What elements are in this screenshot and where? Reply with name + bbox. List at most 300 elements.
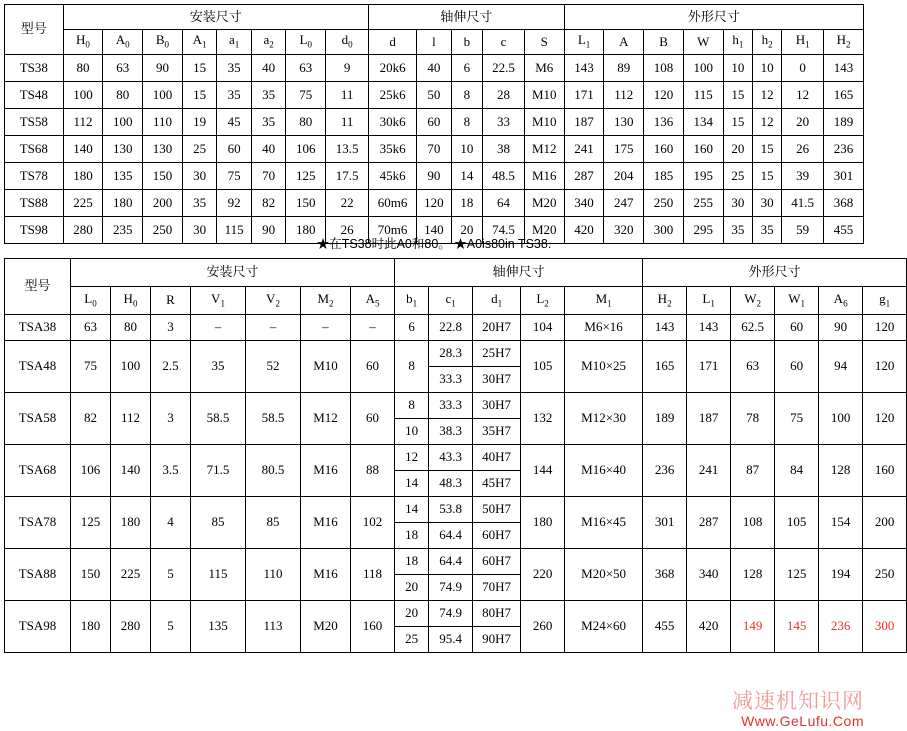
model-cell: TS48	[5, 82, 64, 109]
data-cell: 71.5	[191, 445, 246, 497]
data-cell: 175	[604, 136, 644, 163]
data-cell: 160	[351, 601, 395, 653]
data-cell: 90	[251, 217, 286, 244]
data-cell: 180	[63, 163, 103, 190]
data-cell: 200	[863, 497, 907, 549]
data-cell: 140	[111, 445, 151, 497]
data-cell: 62.5	[731, 315, 775, 341]
data-cell-d1: 90H7	[473, 627, 521, 653]
data-cell-c1: 74.9	[429, 601, 473, 627]
header-col-c: c	[483, 30, 525, 55]
data-cell: 22	[326, 190, 369, 217]
data-cell: 194	[819, 549, 863, 601]
data-cell: 20	[723, 136, 752, 163]
model-cell: TS68	[5, 136, 64, 163]
header-col-H1: $H_1$	[782, 30, 824, 55]
data-cell: 12	[752, 109, 781, 136]
data-cell: 63	[731, 341, 775, 393]
data-cell-c1: 53.8	[429, 497, 473, 523]
data-cell: 48.5	[483, 163, 525, 190]
table-row	[5, 82, 864, 109]
data-cell: 80	[286, 109, 326, 136]
data-cell: 22.5	[483, 55, 525, 82]
data-cell: 160	[644, 136, 684, 163]
data-cell-b1: 10	[395, 419, 429, 445]
data-cell: 241	[564, 136, 604, 163]
header-col-b1: $b_1$	[395, 287, 429, 315]
data-cell-d1: 30H7	[473, 367, 521, 393]
header-col-R: R	[151, 287, 191, 315]
data-cell: 100	[63, 82, 103, 109]
data-cell: 171	[687, 341, 731, 393]
data-cell: 150	[286, 190, 326, 217]
watermark-line2: Www.GeLufu.Com	[741, 713, 864, 729]
data-cell: 63	[71, 315, 111, 341]
data-cell: 9	[326, 55, 369, 82]
data-cell: 19	[182, 109, 217, 136]
data-cell: M10	[301, 341, 351, 393]
data-cell: 189	[824, 109, 864, 136]
data-cell: 280	[63, 217, 103, 244]
header-col-H2: $H_2$	[824, 30, 864, 55]
data-cell: M10	[524, 109, 564, 136]
data-cell: 143	[824, 55, 864, 82]
data-cell-c1: 38.3	[429, 419, 473, 445]
header-col-g1: $g_1$	[863, 287, 907, 315]
data-cell: 41.5	[782, 190, 824, 217]
data-cell: 368	[824, 190, 864, 217]
header-col-a1: $a_1$	[217, 30, 252, 55]
data-cell: 128	[731, 549, 775, 601]
data-cell: 150	[143, 163, 183, 190]
data-cell: 112	[63, 109, 103, 136]
data-cell-c1: 74.9	[429, 575, 473, 601]
data-cell: 113	[246, 601, 301, 653]
header-col-A1: $A_1$	[182, 30, 217, 55]
data-cell: 180	[286, 217, 326, 244]
data-cell: 136	[644, 109, 684, 136]
data-cell-c1: 95.4	[429, 627, 473, 653]
data-cell: 15	[752, 136, 781, 163]
header-group-mounting: 安装尺寸	[63, 5, 368, 30]
data-cell: 106	[71, 445, 111, 497]
data-cell: M6	[524, 55, 564, 82]
data-cell: 225	[111, 549, 151, 601]
data-cell: 143	[564, 55, 604, 82]
data-cell: 300	[644, 217, 684, 244]
data-cell: 250	[644, 190, 684, 217]
header-col-b: b	[451, 30, 482, 55]
data-cell: 60	[217, 136, 252, 163]
data-cell: 3	[151, 315, 191, 341]
data-cell: 250	[143, 217, 183, 244]
data-cell: 52	[246, 341, 301, 393]
data-cell: –	[191, 315, 246, 341]
watermark-line1: 减速机知识网	[732, 689, 864, 713]
data-cell: 3	[151, 393, 191, 445]
data-cell: M20	[524, 217, 564, 244]
data-cell: 60	[351, 393, 395, 445]
data-cell: 185	[644, 163, 684, 190]
data-cell: 180	[71, 601, 111, 653]
header-col-M2: $M_2$	[301, 287, 351, 315]
data-cell: 88	[351, 445, 395, 497]
data-cell: 87	[731, 445, 775, 497]
data-cell: 35	[251, 109, 286, 136]
data-cell: 301	[824, 163, 864, 190]
data-cell-d1: 50H7	[473, 497, 521, 523]
model-cell: TSA48	[5, 341, 71, 393]
data-cell-c1: 43.3	[429, 445, 473, 471]
header-col-d1: $d_1$	[473, 287, 521, 315]
data-cell: 35	[723, 217, 752, 244]
data-cell: 40	[251, 55, 286, 82]
data-cell: 45	[217, 109, 252, 136]
data-cell: 78	[731, 393, 775, 445]
data-cell-c1: 64.4	[429, 549, 473, 575]
data-cell: 15	[182, 55, 217, 82]
data-cell: 189	[643, 393, 687, 445]
data-cell: M12	[524, 136, 564, 163]
data-cell: 455	[643, 601, 687, 653]
data-cell: 135	[103, 163, 143, 190]
data-cell: 63	[286, 55, 326, 82]
data-cell: 320	[604, 217, 644, 244]
data-cell: 250	[863, 549, 907, 601]
model-cell: TSA98	[5, 601, 71, 653]
watermark	[732, 685, 864, 729]
data-cell: 84	[775, 445, 819, 497]
data-cell: –	[351, 315, 395, 341]
data-cell: 287	[564, 163, 604, 190]
header-col-W1: $W_1$	[775, 287, 819, 315]
data-cell: 128	[819, 445, 863, 497]
data-cell: 15	[723, 82, 752, 109]
header-col-A6: $A_6$	[819, 287, 863, 315]
table-note: ★在TS38时此A0和80。 ★A0is80in TS38.	[316, 237, 552, 251]
data-cell: M16	[301, 549, 351, 601]
header-col-H0: $H_0$	[111, 287, 151, 315]
data-cell: 60	[351, 341, 395, 393]
table-row	[5, 163, 864, 190]
data-cell: 20k6	[369, 55, 417, 82]
data-cell: 20	[782, 109, 824, 136]
data-cell-L2: 220	[521, 549, 565, 601]
data-cell: 120	[863, 341, 907, 393]
data-cell-L2: 180	[521, 497, 565, 549]
table-subheader-row	[5, 30, 864, 55]
data-cell-M1: M6×16	[565, 315, 643, 341]
data-cell: 80	[103, 82, 143, 109]
data-cell: 236	[819, 601, 863, 653]
table-header-row	[5, 259, 907, 287]
model-cell: TS88	[5, 190, 64, 217]
data-cell: 106	[286, 136, 326, 163]
data-cell: 70m6	[369, 217, 417, 244]
data-cell: 92	[217, 190, 252, 217]
data-cell-b1: 8	[395, 393, 429, 419]
data-cell: 420	[687, 601, 731, 653]
model-cell: TS58	[5, 109, 64, 136]
header-col-h1: $h_1$	[723, 30, 752, 55]
header-col-V2: $V_2$	[246, 287, 301, 315]
data-cell: 26	[326, 217, 369, 244]
data-cell: 60m6	[369, 190, 417, 217]
data-cell: 80	[111, 315, 151, 341]
data-cell: 255	[683, 190, 723, 217]
data-cell: 20	[451, 217, 482, 244]
header-col-S: S	[524, 30, 564, 55]
data-cell: 108	[731, 497, 775, 549]
data-cell: 13.5	[326, 136, 369, 163]
data-cell: 100	[683, 55, 723, 82]
header-col-A0: $A_0$	[103, 30, 143, 55]
table-row	[5, 549, 907, 575]
data-cell: 39	[782, 163, 824, 190]
data-cell: 40	[417, 55, 452, 82]
data-cell: 12	[782, 82, 824, 109]
data-cell: 112	[604, 82, 644, 109]
data-cell: –	[246, 315, 301, 341]
data-cell: 102	[351, 497, 395, 549]
data-cell: 75	[775, 393, 819, 445]
data-cell: 118	[351, 549, 395, 601]
header-group-shaft: 轴伸尺寸	[369, 5, 565, 30]
data-cell: 30	[752, 190, 781, 217]
data-cell: 100	[819, 393, 863, 445]
data-cell-M1: M12×30	[565, 393, 643, 445]
data-cell: 125	[286, 163, 326, 190]
data-cell: 295	[683, 217, 723, 244]
data-cell: 8	[451, 109, 482, 136]
data-cell: 38	[483, 136, 525, 163]
data-cell-d1: 25H7	[473, 341, 521, 367]
data-cell: 150	[71, 549, 111, 601]
header-col-V1: $V_1$	[191, 287, 246, 315]
header-col-H0: $H_0$	[63, 30, 103, 55]
data-cell: 300	[863, 601, 907, 653]
data-cell: 204	[604, 163, 644, 190]
table-row	[5, 190, 864, 217]
data-cell: 17.5	[326, 163, 369, 190]
data-cell: 130	[143, 136, 183, 163]
data-cell: 0	[782, 55, 824, 82]
table-row	[5, 109, 864, 136]
data-cell: 108	[644, 55, 684, 82]
data-cell: 30	[182, 217, 217, 244]
data-cell: 420	[564, 217, 604, 244]
header-col-a2: $a_2$	[251, 30, 286, 55]
data-cell: 134	[683, 109, 723, 136]
data-cell: 115	[217, 217, 252, 244]
header-group-mounting: 安装尺寸	[71, 259, 395, 287]
header-group-outline: 外形尺寸	[564, 5, 863, 30]
header-col-l: l	[417, 30, 452, 55]
table-row	[5, 445, 907, 471]
data-cell: 180	[111, 497, 151, 549]
model-cell: TSA38	[5, 315, 71, 341]
header-col-d0: $d_0$	[326, 30, 369, 55]
data-cell: 50	[417, 82, 452, 109]
data-cell-b1: 18	[395, 523, 429, 549]
data-cell: 35	[191, 341, 246, 393]
data-cell: 165	[643, 341, 687, 393]
data-cell-b1: 12	[395, 445, 429, 471]
data-cell: 30k6	[369, 109, 417, 136]
data-cell: 110	[143, 109, 183, 136]
table-row	[5, 341, 907, 367]
data-cell: M16	[301, 445, 351, 497]
data-cell: 14	[451, 163, 482, 190]
table-row	[5, 393, 907, 419]
data-cell: M10	[524, 82, 564, 109]
data-cell: M16	[301, 497, 351, 549]
data-cell-d1: 45H7	[473, 471, 521, 497]
data-cell: 6	[451, 55, 482, 82]
data-cell: 368	[643, 549, 687, 601]
data-cell-c1: 22.8	[429, 315, 473, 341]
data-cell: 63	[103, 55, 143, 82]
data-cell: 90	[143, 55, 183, 82]
data-cell: 10	[451, 136, 482, 163]
data-cell-M1: M20×50	[565, 549, 643, 601]
data-cell-d1: 60H7	[473, 523, 521, 549]
data-cell: 15	[752, 163, 781, 190]
data-cell: 171	[564, 82, 604, 109]
table-row	[5, 315, 907, 341]
data-cell: 90	[417, 163, 452, 190]
data-cell-b1: 25	[395, 627, 429, 653]
header-col-B0: $B_0$	[143, 30, 183, 55]
data-cell: 120	[644, 82, 684, 109]
data-cell: 18	[451, 190, 482, 217]
header-group-shaft: 轴伸尺寸	[395, 259, 643, 287]
header-col-L0: $L_0$	[286, 30, 326, 55]
data-cell: 70	[417, 136, 452, 163]
data-cell: 125	[71, 497, 111, 549]
table-subheader-row	[5, 287, 907, 315]
data-cell: 74.5	[483, 217, 525, 244]
header-col-c1: $c_1$	[429, 287, 473, 315]
data-cell: 25	[182, 136, 217, 163]
data-cell: 90	[819, 315, 863, 341]
data-cell: 301	[643, 497, 687, 549]
model-cell: TSA78	[5, 497, 71, 549]
data-cell: 28	[483, 82, 525, 109]
data-cell: 30	[723, 190, 752, 217]
data-cell-b1: 6	[395, 315, 429, 341]
data-cell-L2: 144	[521, 445, 565, 497]
data-cell: 100	[143, 82, 183, 109]
data-cell: 30	[182, 163, 217, 190]
data-cell-d1: 70H7	[473, 575, 521, 601]
data-cell: 160	[863, 445, 907, 497]
data-cell: 64	[483, 190, 525, 217]
data-cell-M1: M16×40	[565, 445, 643, 497]
data-cell: 143	[687, 315, 731, 341]
data-cell: 455	[824, 217, 864, 244]
data-cell: 35	[217, 82, 252, 109]
data-cell: 135	[191, 601, 246, 653]
data-cell: M16	[524, 163, 564, 190]
data-cell: 236	[643, 445, 687, 497]
data-cell: 10	[752, 55, 781, 82]
data-cell: 165	[824, 82, 864, 109]
header-group-outline: 外形尺寸	[643, 259, 907, 287]
data-cell: 45k6	[369, 163, 417, 190]
data-cell: 100	[103, 109, 143, 136]
data-cell: 2.5	[151, 341, 191, 393]
data-cell: 120	[863, 315, 907, 341]
data-cell: 80.5	[246, 445, 301, 497]
data-cell: 140	[417, 217, 452, 244]
data-cell: 187	[687, 393, 731, 445]
data-cell-M1: M24×60	[565, 601, 643, 653]
data-cell: M20	[301, 601, 351, 653]
data-cell: 75	[217, 163, 252, 190]
data-cell: 247	[604, 190, 644, 217]
data-cell: 8	[451, 82, 482, 109]
data-cell: 140	[63, 136, 103, 163]
header-model: 型号	[5, 5, 64, 55]
data-cell-c1: 33.3	[429, 367, 473, 393]
data-cell: 236	[824, 136, 864, 163]
data-cell-L2: 104	[521, 315, 565, 341]
data-cell: 35	[752, 217, 781, 244]
data-cell: 3.5	[151, 445, 191, 497]
data-cell: 80	[63, 55, 103, 82]
data-cell: 130	[604, 109, 644, 136]
data-cell: 12	[752, 82, 781, 109]
data-cell: 11	[326, 109, 369, 136]
data-cell-b1: 8	[395, 341, 429, 393]
data-cell: 154	[819, 497, 863, 549]
data-cell-c1: 48.3	[429, 471, 473, 497]
table-row	[5, 601, 907, 627]
data-cell-L2: 105	[521, 341, 565, 393]
data-cell: 125	[775, 549, 819, 601]
header-col-A: A	[604, 30, 644, 55]
data-cell: 89	[604, 55, 644, 82]
header-col-L1: $L_1$	[687, 287, 731, 315]
header-col-d: d	[369, 30, 417, 55]
data-cell: 15	[723, 109, 752, 136]
data-cell-M1: M16×45	[565, 497, 643, 549]
data-cell-d1: 60H7	[473, 549, 521, 575]
data-cell: M12	[301, 393, 351, 445]
data-cell: 180	[103, 190, 143, 217]
data-cell: 25	[723, 163, 752, 190]
model-cell: TSA88	[5, 549, 71, 601]
data-cell: 33	[483, 109, 525, 136]
data-cell: 160	[683, 136, 723, 163]
data-cell-b1: 20	[395, 575, 429, 601]
data-cell: 85	[246, 497, 301, 549]
data-cell: 235	[103, 217, 143, 244]
data-cell-d1: 35H7	[473, 419, 521, 445]
data-cell: 75	[286, 82, 326, 109]
data-cell-b1: 20	[395, 601, 429, 627]
data-cell: 112	[111, 393, 151, 445]
table-row	[5, 497, 907, 523]
header-col-h2: $h_2$	[752, 30, 781, 55]
header-col-B: B	[644, 30, 684, 55]
data-cell: 26	[782, 136, 824, 163]
data-cell: 11	[326, 82, 369, 109]
data-cell: 100	[111, 341, 151, 393]
data-cell: 58.5	[246, 393, 301, 445]
data-cell: 241	[687, 445, 731, 497]
